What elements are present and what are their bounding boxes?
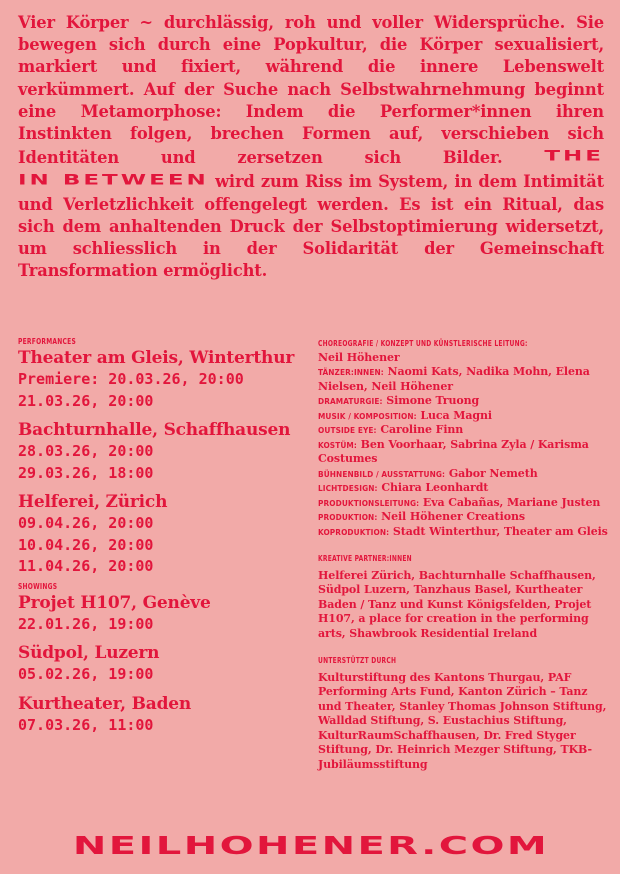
credit-role: TÄNZER:INNEN: (318, 367, 384, 377)
partners-block (318, 551, 608, 641)
venue-name: Theater am Gleis, Winterthur (18, 348, 295, 368)
credit-line (318, 481, 608, 496)
date-line: 05.02.26, 19:00 (18, 665, 154, 683)
credit-value: Stadt Winterthur, Theater am Gleis (392, 524, 608, 538)
date-line: 22.01.26, 19:00 (18, 614, 154, 633)
credit-line (318, 365, 608, 394)
lead-role-value: Neil Höhener (318, 350, 400, 364)
performances-label: PERFORMANCES (18, 336, 77, 346)
website-url: NEILHOHENER.COM (72, 831, 550, 861)
credit-line (318, 409, 608, 424)
credit-line (318, 394, 608, 409)
show-title-the: THE (544, 148, 604, 165)
show-title-in-between: IN BETWEEN (18, 172, 209, 189)
credit-value: Luca Magni (420, 408, 492, 422)
credit-role: BÜHNENBILD / AUSSTATTUNG: (318, 468, 446, 479)
venue-name: Bachturnhalle, Schaffhausen (18, 420, 291, 440)
credit-role: DRAMATURGIE: (318, 396, 383, 406)
venue-name: Südpol, Luzern (18, 643, 160, 663)
credit-value: Caroline Finn (380, 423, 464, 436)
partners-text: Helferei Zürich, Bachturnhalle Schaffhausen, Südpol Luzern, Tanzhaus Basel, Kurtheater Baden / Tanz und Kunst Königsfelden, Projet H107, a place for creation in the performing arts, Shawbrook Residential Ireland (318, 568, 596, 640)
showings-label: SHOWINGS (18, 580, 58, 591)
support-block (318, 653, 608, 772)
credit-line (318, 496, 608, 511)
credit-line (318, 438, 608, 467)
credit-value: Chiara Leonhardt (381, 481, 489, 494)
performance-group (18, 420, 308, 484)
performance-group (18, 492, 308, 578)
credit-role: PRODUKTION: (318, 512, 378, 522)
credit-line (318, 467, 608, 482)
credit-role: PRODUKTIONSLEITUNG: (318, 497, 420, 508)
date-line: 07.03.26, 11:00 (18, 715, 154, 734)
showing-group (18, 643, 308, 686)
support-text: Kulturstiftung des Kantons Thurgau, PAF Performing Arts Fund, Kanton Zürich – Tanz und Theater, Stanley Thomas Johnson Stiftung, Walldad Stiftung, S. Eustachius Stiftung, KulturRaumSchaffhausen, Dr. Fred Styger Stiftung, Dr. Heinrich Mezger Stiftung, TKB-Jubiläumsstiftung (318, 670, 607, 771)
support-label: UNTERSTÜTZT DURCH (318, 655, 397, 665)
venue-name: Projet H107, Genève (18, 592, 211, 613)
date-line: 11.04.26, 20:00 (18, 557, 154, 575)
date-line: 21.03.26, 20:00 (18, 391, 154, 410)
date-line: 29.03.26, 18:00 (18, 463, 154, 482)
venue-name: Kurtheater, Baden (18, 693, 192, 714)
showing-group (18, 593, 308, 636)
credit-line (318, 423, 608, 438)
credit-role: LICHTDESIGN: (318, 483, 378, 493)
website-footer (18, 828, 604, 864)
credits-column (318, 336, 608, 784)
credit-value: Ben Voorhaar, Sabrina Zyla / Karisma Costumes (318, 437, 589, 465)
date-line: 10.04.26, 20:00 (18, 535, 154, 554)
credit-line (318, 525, 608, 540)
showing-group (18, 694, 308, 737)
credit-role: KOSTÜM: (318, 439, 357, 450)
credit-value: Gabor Nemeth (448, 466, 538, 480)
partners-label: KREATIVE PARTNER:INNEN (318, 553, 412, 563)
schedule-column (18, 336, 308, 744)
credit-role: MUSIK / KOMPOSITION: (318, 410, 417, 421)
credit-role: KOPRODUKTION: (318, 526, 390, 537)
performance-group (18, 348, 308, 412)
credit-line (318, 510, 608, 525)
intro-text-after: wird zum Riss im System, in dem Intimität und Verletzlichkeit offengelegt werden. Es ist ein Ritual, das sich dem anhaltenden Druck der Selbstoptimierung widersetzt, um schliesslich in der Solidarität der Gemeinschaft Transformation ermöglicht. (18, 172, 604, 281)
date-line: 09.04.26, 20:00 (18, 514, 154, 532)
credit-role: OUTSIDE EYE: (318, 425, 377, 435)
intro-paragraph (18, 12, 604, 282)
lead-role-label: CHOREOGRAFIE / KONZEPT UND KÜNSTLERISCHE LEITUNG: (318, 338, 528, 348)
date-line: Premiere: 20.03.26, 20:00 (18, 370, 244, 388)
credit-value: Naomi Kats, Nadika Mohn, Elena Nielsen, Neil Höhener (318, 365, 590, 393)
credits-block (318, 336, 608, 539)
intro-text-before: Vier Körper ~ durchlässig, roh und voller Widersprüche. Sie bewegen sich durch eine Popkultur, die Körper sexualisiert, markiert und fixiert, während die innere Lebenswelt verkümmert. Auf der Suche nach Selbstwahrnehmung beginnt eine Metamorphose: Indem die Performer*innen ihren Instinkten folgen, brechen Formen auf, verschieben sich Identitäten und zersetzen sich Bilder. (18, 13, 604, 168)
credit-value: Simone Truong (386, 394, 480, 407)
venue-name: Helferei, Zürich (18, 492, 168, 512)
date-line: 28.03.26, 20:00 (18, 442, 154, 460)
credit-value: Neil Höhener Creations (381, 510, 525, 523)
credit-value: Eva Cabañas, Mariane Justen (422, 495, 601, 509)
